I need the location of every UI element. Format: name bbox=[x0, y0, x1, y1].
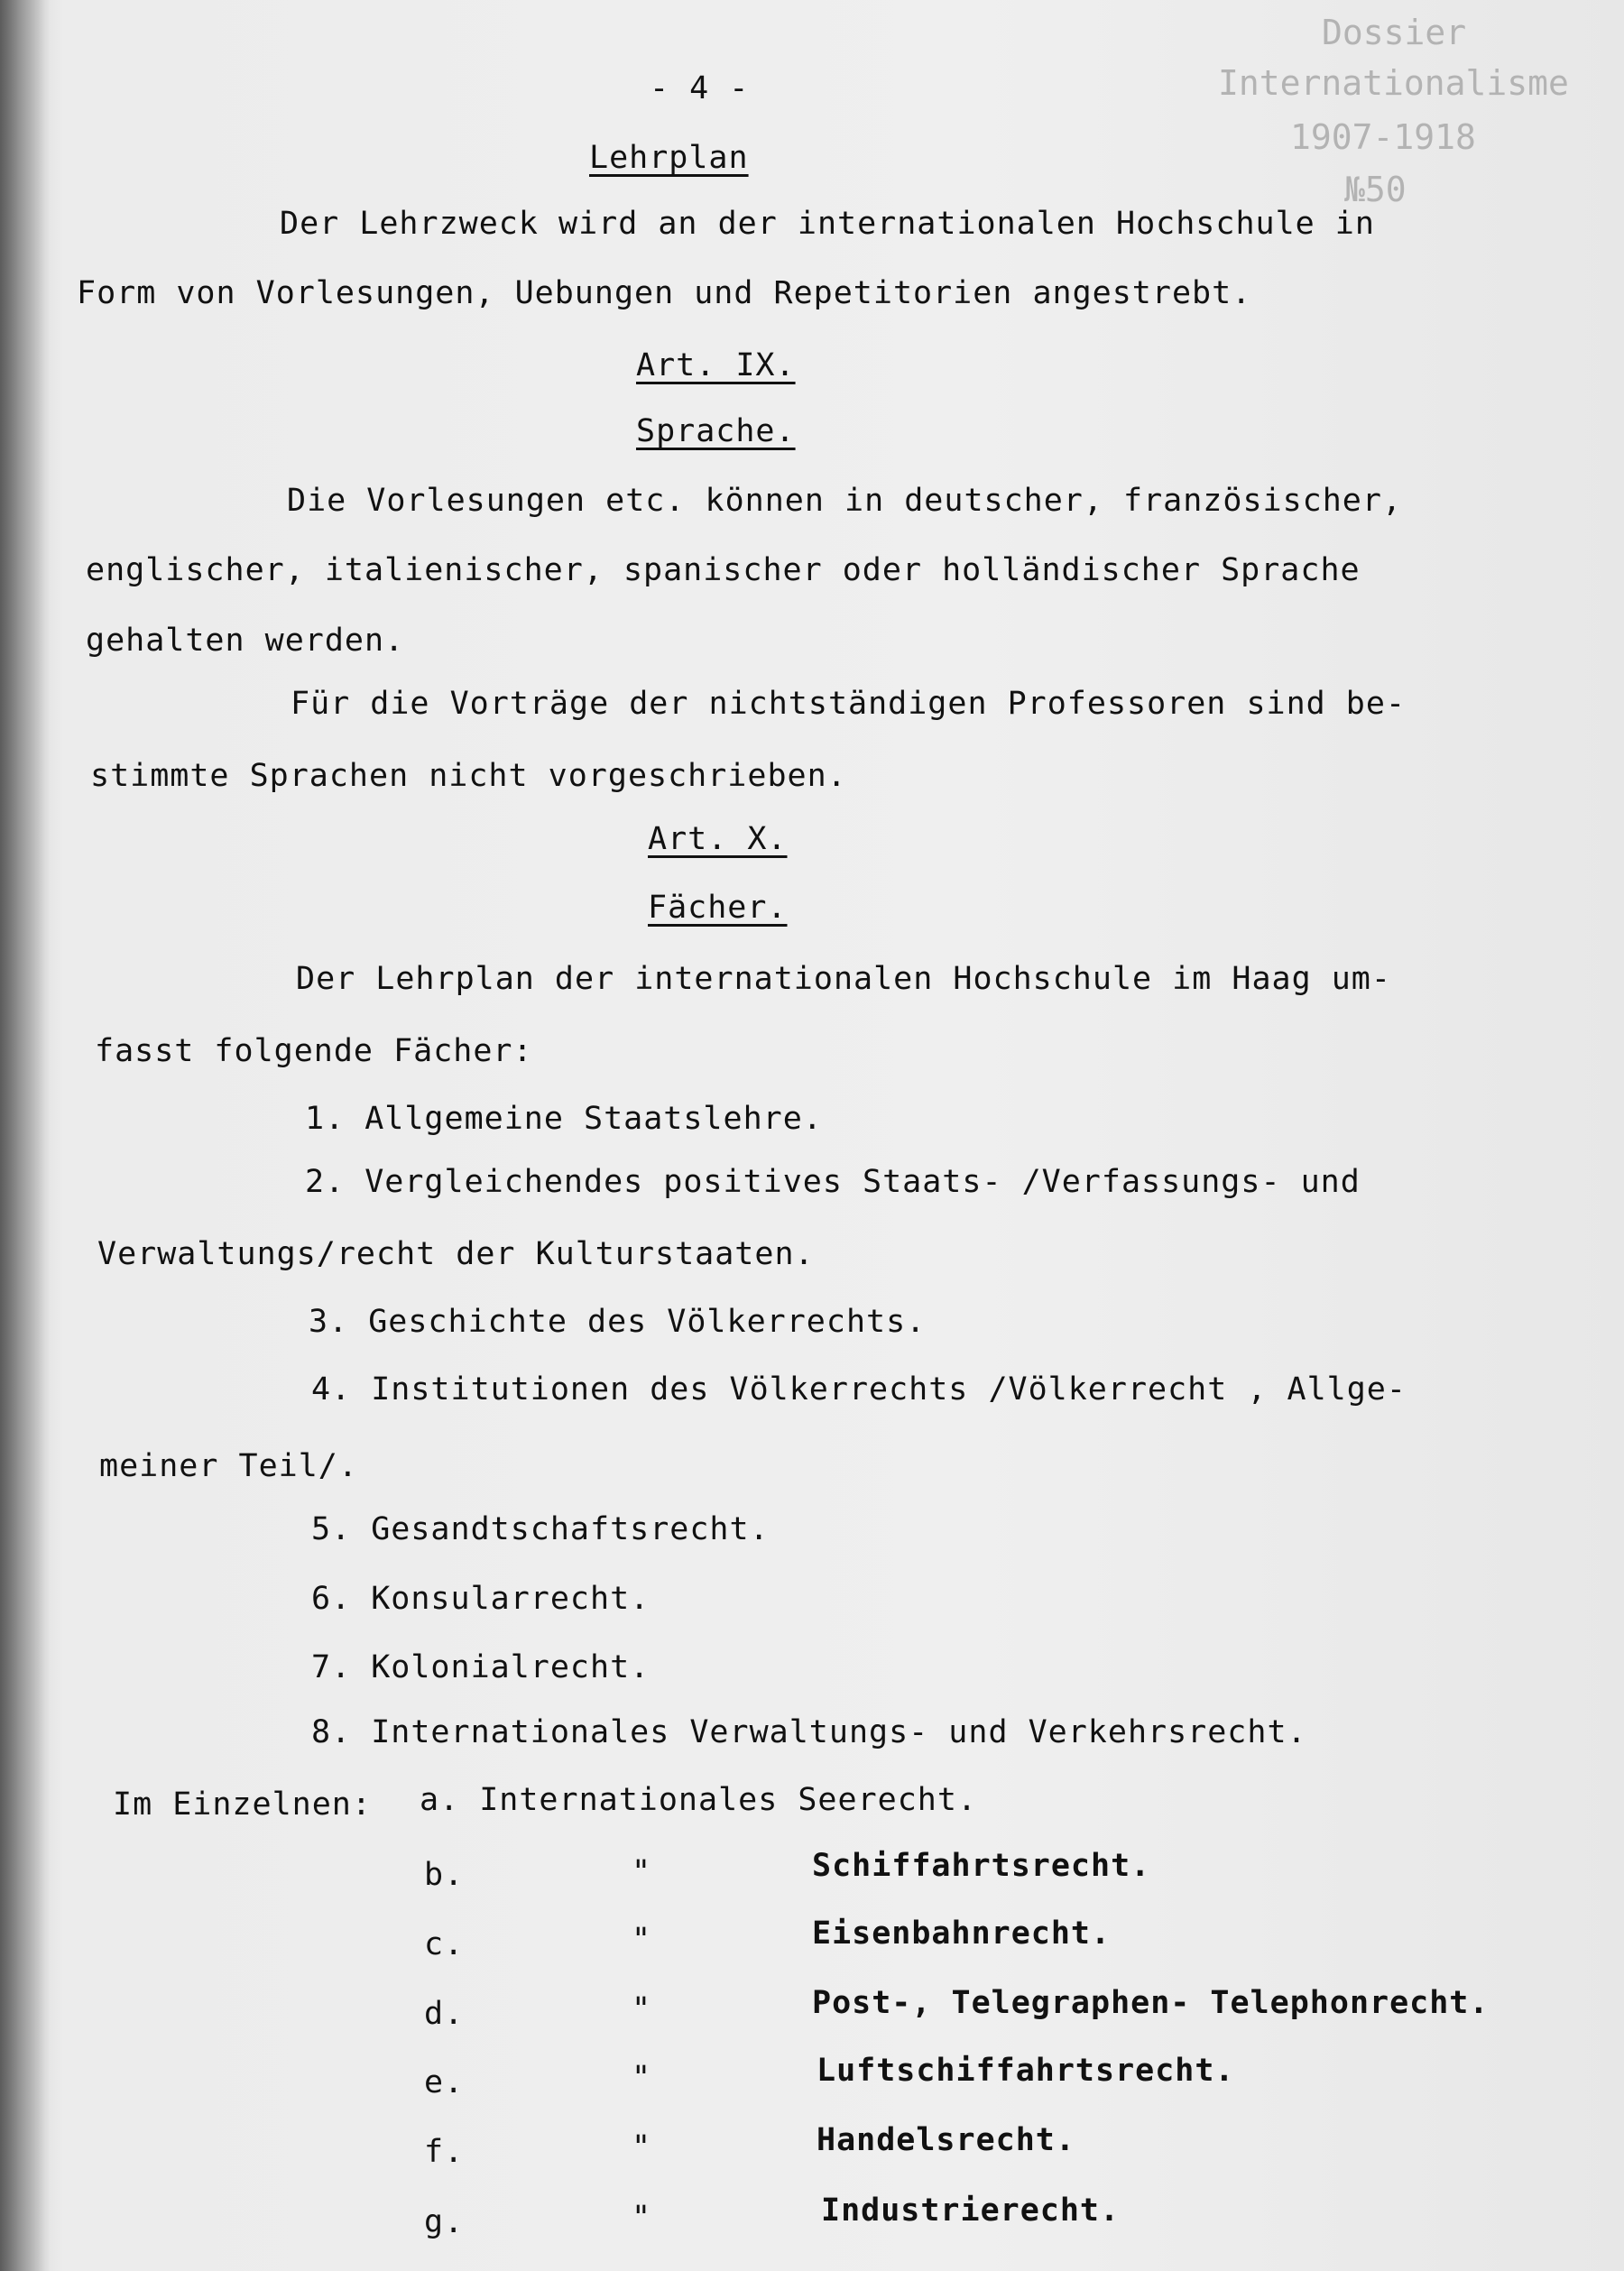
sub-item-c-letter: c. bbox=[424, 1926, 465, 1962]
sub-item-d-text: Post-, Telegraphen- Telephonrecht. bbox=[812, 1985, 1490, 2021]
para-faecher-line1: Der Lehrplan der internationalen Hochschule im Haag um- bbox=[296, 961, 1391, 997]
sub-item-f-ditto: " bbox=[632, 2129, 652, 2165]
para-sprache-line2: englischer, italienischer, spanischer oder holländischer Sprache bbox=[86, 552, 1361, 588]
sub-item-b-letter: b. bbox=[424, 1857, 465, 1893]
list-item-4: 4. Institutionen des Völkerrechts /Völkerrecht , Allge- bbox=[311, 1371, 1407, 1408]
para-vortraege-line2: stimmte Sprachen nicht vorgeschrieben. bbox=[90, 758, 847, 794]
archive-stamp-line3: 1907-1918 bbox=[1290, 117, 1476, 157]
article-x-heading: Art. X. bbox=[648, 821, 788, 857]
para-faecher-line2: fasst folgende Fächer: bbox=[95, 1033, 533, 1069]
sub-item-e-ditto: " bbox=[632, 2060, 652, 2096]
einzelnen-item-a: a. Internationales Seerecht. bbox=[420, 1782, 978, 1818]
sub-item-f-letter: f. bbox=[424, 2134, 465, 2170]
sub-item-g-letter: g. bbox=[424, 2204, 465, 2240]
page-number: - 4 - bbox=[650, 70, 750, 106]
sub-item-b-text: Schiffahrtsrecht. bbox=[812, 1848, 1151, 1884]
article-ix-heading: Art. IX. bbox=[636, 347, 796, 383]
sub-item-f-text: Handelsrecht. bbox=[817, 2122, 1075, 2158]
sub-item-c-text: Eisenbahnrecht. bbox=[812, 1916, 1112, 1952]
heading-faecher: Fächer. bbox=[648, 890, 788, 926]
list-item-1: 1. Allgemeine Staatslehre. bbox=[305, 1101, 823, 1137]
archive-stamp-line1: Dossier bbox=[1322, 13, 1467, 52]
para-sprache-line1: Die Vorlesungen etc. können in deutscher, französischer, bbox=[287, 483, 1403, 519]
heading-sprache: Sprache. bbox=[636, 413, 796, 449]
sub-item-g-text: Industrierecht. bbox=[821, 2193, 1121, 2229]
sub-item-g-ditto: " bbox=[632, 2200, 652, 2236]
archive-stamp-line2: Internationalisme bbox=[1218, 63, 1569, 103]
para-sprache-line3: gehalten werden. bbox=[86, 623, 405, 659]
list-item-5: 5. Gesandtschaftsrecht. bbox=[311, 1511, 770, 1547]
archive-stamp-line4: №50 bbox=[1344, 170, 1407, 209]
list-item-3: 3. Geschichte des Völkerrechts. bbox=[309, 1304, 927, 1340]
sub-item-d-ditto: " bbox=[632, 1991, 652, 2027]
list-item-4-cont: meiner Teil/. bbox=[99, 1448, 358, 1484]
para-lehrzweck-line2: Form von Vorlesungen, Uebungen und Repetitorien angestrebt. bbox=[77, 275, 1252, 311]
list-item-7: 7. Kolonialrecht. bbox=[311, 1649, 651, 1685]
sub-item-e-text: Luftschiffahrtsrecht. bbox=[817, 2053, 1235, 2089]
sub-item-d-letter: d. bbox=[424, 1996, 465, 2032]
heading-lehrplan: Lehrplan bbox=[589, 140, 749, 176]
list-item-6: 6. Konsularrecht. bbox=[311, 1581, 651, 1617]
list-item-2-cont: Verwaltungs/recht der Kulturstaaten. bbox=[97, 1236, 815, 1272]
sub-item-e-letter: e. bbox=[424, 2064, 465, 2100]
sub-item-b-ditto: " bbox=[632, 1854, 652, 1890]
einzelnen-label: Im Einzelnen: bbox=[113, 1786, 372, 1823]
list-item-2: 2. Vergleichendes positives Staats- /Verfassungs- und bbox=[305, 1164, 1361, 1200]
para-vortraege-line1: Für die Vorträge der nichtständigen Professoren sind be- bbox=[291, 686, 1407, 722]
para-lehrzweck-line1: Der Lehrzweck wird an der internationalen Hochschule in bbox=[280, 206, 1375, 242]
binding-shadow bbox=[0, 0, 51, 2271]
sub-item-c-ditto: " bbox=[632, 1922, 652, 1958]
list-item-8: 8. Internationales Verwaltungs- und Verkehrsrecht. bbox=[311, 1714, 1307, 1750]
